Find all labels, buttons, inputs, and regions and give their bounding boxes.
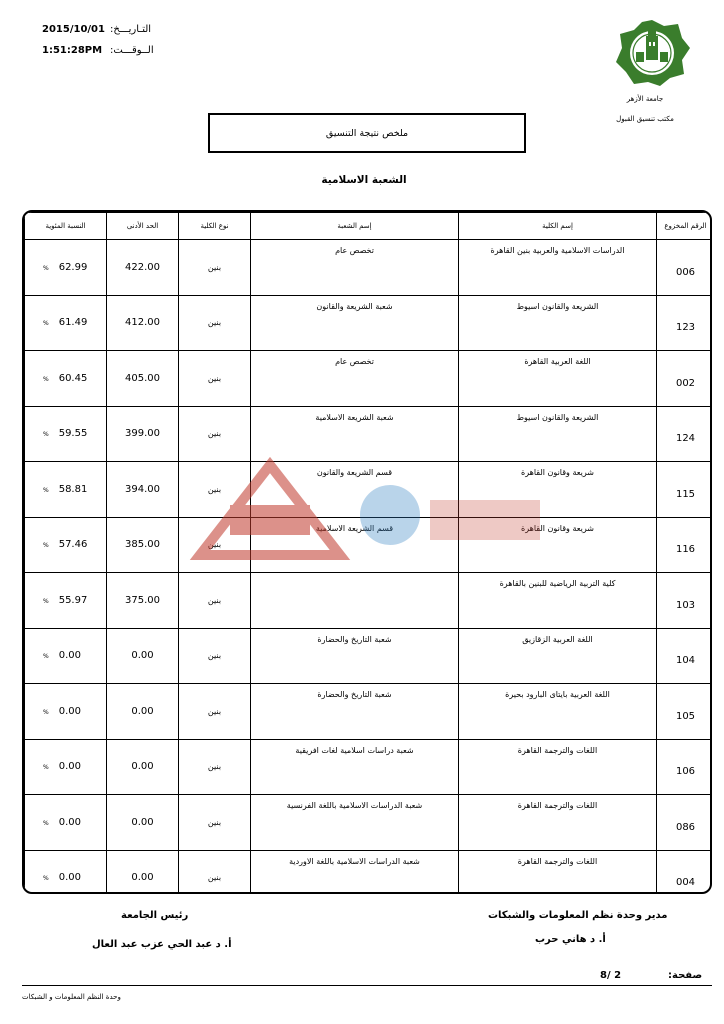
cell-type: بنين (179, 684, 251, 740)
cell-type: بنين (179, 351, 251, 407)
cell-min: 0.00 (107, 850, 179, 894)
cell-code: 106 (657, 739, 713, 795)
cell-college: كلية التربية الرياضية للبنين بالقاهرة (459, 573, 657, 629)
pct-value: 58.81 (58, 483, 88, 495)
pct-sign: % (43, 542, 49, 550)
cell-min: 0.00 (107, 795, 179, 851)
pct-value: 0.00 (58, 705, 81, 717)
left-signature-title: رئيس الجامعة (121, 910, 189, 921)
cell-college: الشريعة والقانون اسيوط (459, 295, 657, 351)
cell-pct (25, 240, 107, 296)
cell-college: اللغات والترجمة القاهرة (459, 795, 657, 851)
time-value: 1:51:28PM (42, 45, 103, 56)
cell-college: اللغة العربية الزقازيق (459, 628, 657, 684)
institution-name: جامعة الأزهر (626, 95, 664, 103)
cell-type: بنين (179, 295, 251, 351)
cell-branch: شعبة الشريعة والقانون (251, 295, 459, 351)
cell-type: بنين (179, 462, 251, 518)
cell-college: شريعة وقانون القاهرة (459, 517, 657, 573)
cell-branch: شعبة الدراسات الاسلامية باللغة الاوردية (251, 850, 459, 894)
cell-pct (25, 684, 107, 740)
pct-sign: % (43, 764, 49, 772)
results-table-frame (22, 210, 712, 894)
cell-branch: قسم الشريعة الاسلامية (251, 517, 459, 573)
pct-value: 0.00 (58, 650, 81, 662)
pct-sign: % (43, 819, 49, 827)
pct-sign: % (43, 375, 49, 383)
cell-type: بنين (179, 406, 251, 462)
cell-code: 006 (657, 240, 713, 296)
pct-value: 55.97 (58, 594, 88, 606)
right-signature-name: أ. د هاني حرب (535, 934, 606, 945)
cell-code: 105 (657, 684, 713, 740)
cell-type: بنين (179, 573, 251, 629)
header-type: نوع الكلية (179, 213, 251, 240)
cell-pct (25, 573, 107, 629)
pct-sign: % (43, 486, 49, 494)
header-code: الرقم المخزوع (657, 213, 713, 240)
cell-min: 405.00 (107, 351, 179, 407)
cell-pct (25, 295, 107, 351)
cell-college: شريعة وقانون القاهرة (459, 462, 657, 518)
cell-code: 124 (657, 406, 713, 462)
pct-value: 0.00 (58, 872, 81, 884)
cell-code: 103 (657, 573, 713, 629)
office-name: مكتب تنسيق القبول (616, 115, 674, 123)
table-row (25, 406, 713, 462)
summary-title: ملخص نتيجة التنسيق (325, 127, 409, 139)
section-title: الشعبة الاسلامية (321, 174, 407, 186)
cell-type: بنين (179, 517, 251, 573)
cell-code: 004 (657, 850, 713, 894)
cell-college: اللغة العربية بايتاى البارود بحيرة (459, 684, 657, 740)
cell-code: 115 (657, 462, 713, 518)
header-branch: إسم الشعبة (251, 213, 459, 240)
table-row (25, 795, 713, 851)
cell-branch: شعبة التاريخ والحضارة (251, 684, 459, 740)
cell-branch: تخصص عام (251, 351, 459, 407)
cell-branch: شعبة دراسات اسلامية لغات افريقية (251, 739, 459, 795)
pct-value: 57.46 (58, 539, 88, 551)
cell-type: بنين (179, 850, 251, 894)
header-pct: النسبة المئوية (25, 213, 107, 240)
time-label: الــوقـــت: (110, 45, 154, 56)
cell-min: 412.00 (107, 295, 179, 351)
table-row (25, 628, 713, 684)
cell-code: 002 (657, 351, 713, 407)
header-college: إسم الكلية (459, 213, 657, 240)
cell-pct (25, 850, 107, 894)
footer-divider (22, 985, 712, 986)
cell-pct (25, 739, 107, 795)
cell-pct (25, 462, 107, 518)
cell-pct (25, 795, 107, 851)
results-table (24, 212, 712, 894)
cell-type: بنين (179, 795, 251, 851)
header-min: الحد الأدنى (107, 213, 179, 240)
page-number: 2 /8 (600, 970, 622, 981)
pct-value: 0.00 (58, 816, 81, 828)
table-row (25, 462, 713, 518)
cell-min: 394.00 (107, 462, 179, 518)
cell-min: 422.00 (107, 240, 179, 296)
cell-min: 375.00 (107, 573, 179, 629)
cell-college: الدراسات الاسلامية والعربية بنين القاهرة (459, 240, 657, 296)
table-row (25, 351, 713, 407)
cell-min: 0.00 (107, 684, 179, 740)
cell-branch: شعبة التاريخ والحضارة (251, 628, 459, 684)
table-row (25, 295, 713, 351)
pct-sign: % (43, 875, 49, 883)
cell-code: 104 (657, 628, 713, 684)
date-label: التـاريـــخ: (110, 24, 152, 35)
cell-pct (25, 406, 107, 462)
cell-pct (25, 351, 107, 407)
cell-branch: شعبة الدراسات الاسلامية باللغة الفرنسية (251, 795, 459, 851)
right-signature-title: مدير وحدة نظم المعلومات والشبكات (488, 910, 668, 921)
pct-sign: % (43, 264, 49, 272)
pct-value: 61.49 (58, 317, 88, 329)
table-row (25, 739, 713, 795)
table-row (25, 517, 713, 573)
cell-pct (25, 628, 107, 684)
pct-value: 59.55 (58, 428, 88, 440)
cell-branch: قسم الشريعة والقانون (251, 462, 459, 518)
cell-code: 116 (657, 517, 713, 573)
cell-code: 123 (657, 295, 713, 351)
cell-branch (251, 573, 459, 629)
cell-min: 0.00 (107, 628, 179, 684)
pct-sign: % (43, 597, 49, 605)
pct-value: 60.45 (58, 372, 88, 384)
pct-sign: % (43, 320, 49, 328)
university-logo (612, 18, 692, 88)
cell-type: بنين (179, 628, 251, 684)
pct-value: 0.00 (58, 761, 81, 773)
cell-code: 086 (657, 795, 713, 851)
cell-min: 0.00 (107, 739, 179, 795)
pct-sign: % (43, 431, 49, 439)
table-row (25, 240, 713, 296)
cell-college: اللغة العربية القاهرة (459, 351, 657, 407)
pct-sign: % (43, 653, 49, 661)
cell-college: اللغات والترجمة القاهرة (459, 739, 657, 795)
table-header-row (25, 213, 713, 240)
cell-college: الشريعة والقانون اسيوط (459, 406, 657, 462)
pct-sign: % (43, 708, 49, 716)
cell-college: اللغات والترجمة القاهرة (459, 850, 657, 894)
pct-value: 62.99 (58, 261, 88, 273)
summary-title-box (208, 113, 526, 153)
table-row (25, 850, 713, 894)
cell-pct (25, 517, 107, 573)
page-label: صفحة: (668, 970, 703, 981)
left-signature-name: أ. د عبد الحي عزب عبد العال (92, 939, 232, 950)
table-row (25, 573, 713, 629)
cell-branch: تخصص عام (251, 240, 459, 296)
cell-branch: شعبة الشريعة الاسلامية (251, 406, 459, 462)
cell-type: بنين (179, 739, 251, 795)
table-row (25, 684, 713, 740)
cell-min: 399.00 (107, 406, 179, 462)
date-value: 2015/10/01 (42, 24, 105, 35)
cell-min: 385.00 (107, 517, 179, 573)
footer-unit: وحدة النظم المعلومات و الشبكات (22, 993, 121, 1001)
cell-type: بنين (179, 240, 251, 296)
